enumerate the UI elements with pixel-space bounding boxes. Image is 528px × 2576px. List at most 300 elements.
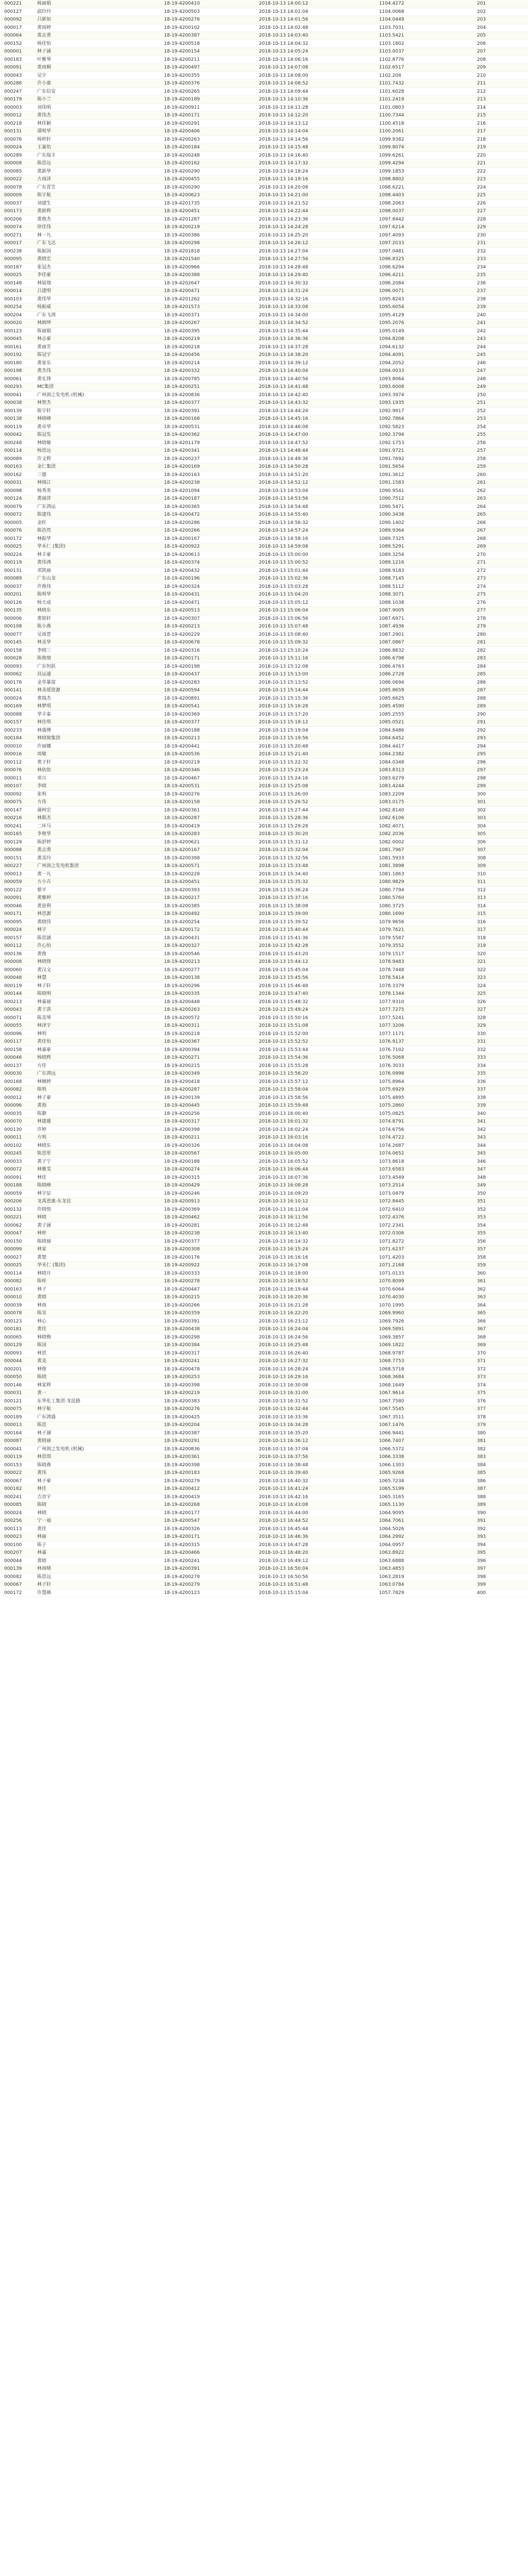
row-score: 1096.2084 — [379, 280, 404, 286]
row-id: 000189 — [4, 1414, 22, 1420]
row-score: 1093.1935 — [379, 400, 404, 405]
row-timestamp: 2018-10-13 16:18:52 — [259, 1279, 308, 1284]
row-score: 1087.0867 — [379, 640, 404, 645]
row-score: 1074.6756 — [379, 1127, 404, 1132]
table-row — [0, 887, 528, 895]
row-timestamp: 2018-10-13 15:13:00 — [259, 672, 308, 677]
row-code: 18-19-4201540 — [164, 257, 200, 262]
table-row — [0, 1581, 528, 1589]
row-code: 18-19-4200531 — [164, 424, 200, 430]
row-timestamp: 2018-10-13 16:36:12 — [259, 1438, 308, 1444]
row-score: 1078.1344 — [379, 991, 404, 996]
row-timestamp: 2018-10-13 16:42:16 — [259, 1494, 308, 1500]
table-row — [0, 200, 528, 208]
row-rank: 216 — [477, 121, 486, 126]
row-code: 18-19-4200277 — [164, 967, 200, 973]
row-name: 许心怡 — [37, 943, 52, 948]
row-code: 18-19-4200785 — [164, 376, 200, 382]
row-code: 18-19-4200432 — [164, 568, 200, 573]
row-name: 林晓峰 — [37, 416, 52, 421]
table-row — [0, 383, 528, 392]
row-code: 18-19-4200547 — [164, 1518, 200, 1523]
row-name: 张明 — [37, 791, 47, 797]
row-name: 黄雨婷 — [37, 25, 52, 30]
row-score: 1094.0033 — [379, 368, 404, 374]
table-row — [0, 1565, 528, 1573]
row-timestamp: 2018-10-13 14:07:08 — [259, 65, 308, 70]
table-row — [0, 360, 528, 368]
table-row — [0, 351, 528, 360]
table-row — [0, 743, 528, 751]
table-row — [0, 1190, 528, 1198]
row-timestamp: 2018-10-13 15:01:44 — [259, 568, 308, 573]
row-timestamp: 2018-10-13 16:45:44 — [259, 1526, 308, 1532]
row-score: 1101.6028 — [379, 89, 404, 94]
row-code: 18-19-4200238 — [164, 480, 200, 485]
row-code: 18-19-4200198 — [164, 664, 200, 669]
row-code: 18-19-4200391 — [164, 408, 200, 414]
row-name: 黄雨桐 — [37, 65, 52, 70]
table-row — [0, 455, 528, 464]
row-timestamp: 2018-10-13 15:09:32 — [259, 640, 308, 645]
table-row — [0, 1118, 528, 1126]
row-id: 000158 — [4, 1047, 22, 1053]
row-rank: 323 — [477, 975, 486, 980]
row-rank: 338 — [477, 1095, 486, 1100]
row-id: 000112 — [4, 759, 22, 765]
row-code: 18-19-4200298 — [164, 1334, 200, 1340]
row-score: 1072.0306 — [379, 1231, 404, 1236]
row-name: 黄晓 — [37, 1295, 47, 1300]
row-name: 林建雄 — [37, 1119, 52, 1124]
table-row — [0, 72, 528, 80]
row-code: 18-19-4200238 — [164, 1231, 200, 1236]
row-rank: 263 — [477, 496, 486, 501]
table-row — [0, 40, 528, 48]
row-id: 000044 — [4, 1359, 22, 1364]
row-name: 林心 — [37, 1318, 47, 1324]
row-timestamp: 2018-10-13 14:28:48 — [259, 264, 308, 270]
row-id: 000055 — [4, 1023, 22, 1028]
row-timestamp: 2018-10-13 15:57:12 — [259, 1079, 308, 1084]
row-score: 1098.6221 — [379, 184, 404, 190]
row-score: 1089.9364 — [379, 528, 404, 533]
row-score: 1094.6132 — [379, 344, 404, 350]
row-score: 1057.7829 — [379, 1590, 404, 1596]
row-score: 1078.3379 — [379, 983, 404, 989]
row-id: 000046 — [4, 1055, 22, 1060]
row-rank: 393 — [477, 1534, 486, 1539]
row-id: 000044 — [4, 1558, 22, 1564]
row-name: 陈晓燕 — [37, 1462, 52, 1468]
row-score: 1092.7864 — [379, 416, 404, 421]
row-timestamp: 2018-10-13 15:44:12 — [259, 959, 308, 964]
row-timestamp: 2018-10-13 16:24:56 — [259, 1334, 308, 1340]
row-id: 000218 — [4, 121, 22, 126]
row-score: 1072.8445 — [379, 1199, 404, 1204]
row-code: 18-19-4200398 — [164, 1462, 200, 1468]
row-id: 000183 — [4, 57, 22, 62]
row-score: 1074.2687 — [379, 1143, 404, 1148]
table-row — [0, 1270, 528, 1278]
row-id: 000124 — [4, 496, 22, 501]
row-score: 1097.4093 — [379, 232, 404, 238]
row-name: 黄晓丽 — [37, 1438, 52, 1444]
row-score: 1069.3857 — [379, 1334, 404, 1340]
row-timestamp: 2018-10-13 16:35:20 — [259, 1430, 308, 1436]
row-timestamp: 2018-10-13 15:36:24 — [259, 887, 308, 893]
row-code: 18-19-4200276 — [164, 791, 200, 797]
row-rank: 391 — [477, 1518, 486, 1523]
table-row — [0, 903, 528, 911]
row-code: 18-19-4200362 — [164, 432, 200, 437]
row-score: 1072.6410 — [379, 1207, 404, 1212]
row-name: 金萃暴富 — [37, 680, 56, 685]
row-score: 1077.1171 — [379, 1031, 404, 1037]
table-row — [0, 695, 528, 703]
row-rank: 222 — [477, 168, 486, 174]
row-id: 000150 — [4, 1239, 22, 1244]
row-name: 许小康 — [37, 81, 52, 86]
row-code: 18-19-4200333 — [164, 1270, 200, 1276]
row-timestamp: 2018-10-13 14:03:40 — [259, 33, 308, 38]
row-name: 方小卉 — [37, 879, 52, 885]
table-row — [0, 759, 528, 767]
row-code: 18-19-4200211 — [164, 57, 200, 62]
row-code: 18-19-4200219 — [164, 759, 200, 765]
row-rank: 357 — [477, 1247, 486, 1252]
table-row — [0, 1294, 528, 1302]
row-name: 陈晓 — [37, 1502, 47, 1507]
row-timestamp: 2018-10-13 15:32:04 — [259, 848, 308, 853]
row-name: 林佳 — [37, 1486, 47, 1492]
row-score: 1094.8208 — [379, 336, 404, 342]
table-row — [0, 447, 528, 455]
row-name: 广东山龙 — [37, 576, 56, 581]
row-score: 1103.5421 — [379, 33, 404, 38]
row-name: 林丰豪 — [37, 552, 52, 557]
table-row — [0, 104, 528, 112]
row-score: 1100.7344 — [379, 113, 404, 118]
row-code: 18-19-4200267 — [164, 320, 200, 326]
row-score: 1079.1517 — [379, 951, 404, 957]
row-id: 000119 — [4, 560, 22, 565]
row-name: 林子轩 — [37, 1582, 52, 1587]
row-timestamp: 2018-10-13 16:32:44 — [259, 1406, 308, 1412]
row-rank: 203 — [477, 17, 486, 22]
row-timestamp: 2018-10-13 15:41:36 — [259, 935, 308, 941]
row-score: 1064.7061 — [379, 1518, 404, 1523]
row-rank: 300 — [477, 791, 486, 797]
row-id: 000089 — [4, 576, 22, 581]
table-row — [0, 367, 528, 376]
table-row — [0, 168, 528, 176]
row-score: 1095.0149 — [379, 328, 404, 334]
row-timestamp: 2018-10-13 14:14:04 — [259, 129, 308, 134]
row-code: 18-19-4200387 — [164, 33, 200, 38]
row-score: 1079.5587 — [379, 935, 404, 941]
row-timestamp: 2018-10-13 16:31:00 — [259, 1391, 308, 1396]
row-rank: 249 — [477, 384, 486, 389]
row-score: 1075.0825 — [379, 1111, 404, 1116]
row-id: 000103 — [4, 296, 22, 302]
table-row — [0, 1494, 528, 1502]
row-id: 000130 — [4, 1127, 22, 1132]
row-code: 18-19-4200836 — [164, 392, 200, 398]
table-row — [0, 935, 528, 943]
row-rank: 351 — [477, 1199, 486, 1204]
row-code: 18-19-4200317 — [164, 1119, 200, 1124]
row-code: 18-19-4200163 — [164, 472, 200, 478]
row-code: 18-19-4200177 — [164, 1510, 200, 1516]
row-rank: 257 — [477, 448, 486, 453]
table-row — [0, 1046, 528, 1055]
row-code: 18-19-4200211 — [164, 1135, 200, 1140]
row-rank: 269 — [477, 544, 486, 549]
row-name: 许慧颜 — [37, 1590, 52, 1596]
table-row — [0, 80, 528, 88]
row-score: 1097.0481 — [379, 248, 404, 254]
row-name: 许婷 — [37, 1127, 47, 1132]
row-id: 000024 — [4, 145, 22, 150]
row-name: 林明 — [37, 1031, 47, 1037]
row-timestamp: 2018-10-13 16:46:36 — [259, 1534, 308, 1539]
row-code: 18-19-4200466 — [164, 1550, 200, 1555]
row-name: 林锦江 — [37, 480, 52, 485]
row-timestamp: 2018-10-13 16:19:44 — [259, 1286, 308, 1292]
row-id: 000039 — [4, 1302, 22, 1308]
row-name: 黄子涵 — [37, 1223, 52, 1228]
row-code: 18-19-4200254 — [164, 919, 200, 925]
row-rank: 252 — [477, 408, 486, 414]
row-code: 18-19-4200567 — [164, 1151, 200, 1156]
row-code: 18-19-4200256 — [164, 1111, 200, 1116]
table-row — [0, 1166, 528, 1174]
row-id: 000045 — [4, 336, 22, 342]
row-id: 000158 — [4, 648, 22, 653]
row-code: 18-19-4200462 — [164, 1215, 200, 1220]
row-name: 黄子轩 — [37, 759, 52, 765]
row-score: 1068.9787 — [379, 1350, 404, 1356]
row-code: 18-19-4200196 — [164, 576, 200, 581]
row-timestamp: 2018-10-13 15:00:00 — [259, 552, 308, 557]
row-timestamp: 2018-10-13 16:40:32 — [259, 1478, 308, 1484]
row-name: 许俊伟 — [37, 584, 52, 589]
table-row — [0, 1286, 528, 1294]
row-rank: 383 — [477, 1454, 486, 1460]
row-code: 18-19-4200324 — [164, 584, 200, 589]
table-row — [0, 846, 528, 855]
row-name: 王嘉怡 — [37, 145, 52, 150]
row-score: 1085.4590 — [379, 704, 404, 709]
row-name: 林美华 — [37, 640, 52, 645]
row-score: 1102.6517 — [379, 65, 404, 70]
row-code: 18-19-4200410 — [164, 1, 200, 6]
row-timestamp: 2018-10-13 14:27:04 — [259, 248, 308, 254]
row-rank: 352 — [477, 1207, 486, 1212]
row-score: 1099.8074 — [379, 145, 404, 150]
row-rank: 215 — [477, 113, 486, 118]
row-name: 广东鸿远 — [37, 1071, 56, 1076]
row-id: 000162 — [4, 472, 22, 478]
row-rank: 335 — [477, 1071, 486, 1076]
row-code: 18-19-4200171 — [164, 1534, 200, 1539]
row-score: 1097.2033 — [379, 241, 404, 246]
table-row — [0, 719, 528, 727]
row-rank: 232 — [477, 248, 486, 254]
row-timestamp: 2018-10-13 15:15:04 — [259, 1590, 308, 1596]
row-name: 黄新华 — [37, 168, 52, 174]
row-timestamp: 2018-10-13 16:50:56 — [259, 1574, 308, 1580]
table-row — [0, 423, 528, 432]
row-score: 1091.7692 — [379, 456, 404, 462]
table-row — [0, 96, 528, 104]
row-id: 000286 — [4, 81, 22, 86]
row-timestamp: 2018-10-13 14:10:36 — [259, 97, 308, 102]
table-row — [0, 974, 528, 982]
row-timestamp: 2018-10-13 15:23:24 — [259, 768, 308, 773]
row-score: 1072.4376 — [379, 1215, 404, 1220]
row-name: 杨梓轩 — [37, 137, 52, 142]
row-code: 18-19-4200283 — [164, 680, 200, 685]
row-name: 林思琪 — [37, 1454, 52, 1460]
row-code: 18-19-4200374 — [164, 560, 200, 565]
row-score: 1083.6279 — [379, 775, 404, 781]
table-row — [0, 998, 528, 1007]
row-timestamp: 2018-10-13 14:23:36 — [259, 216, 308, 222]
row-timestamp: 2018-10-13 14:43:32 — [259, 400, 308, 405]
row-rank: 341 — [477, 1119, 486, 1124]
row-rank: 205 — [477, 33, 486, 38]
row-score: 1070.8099 — [379, 1279, 404, 1284]
table-row — [0, 24, 528, 32]
row-score: 1088.3071 — [379, 592, 404, 597]
row-name: 林慧 — [37, 975, 47, 980]
row-score: 1087.4936 — [379, 624, 404, 629]
row-code: 18-19-4200445 — [164, 1103, 200, 1108]
row-id: 000096 — [4, 1031, 22, 1037]
row-timestamp: 2018-10-13 16:25:48 — [259, 1343, 308, 1348]
row-code: 18-19-4200219 — [164, 336, 200, 342]
row-name: 林子轩 — [37, 983, 52, 989]
row-code: 18-19-4200376 — [164, 81, 200, 86]
table-row — [0, 1238, 528, 1246]
row-id: 000013 — [4, 871, 22, 877]
row-code: 18-19-4200472 — [164, 512, 200, 517]
row-rank: 217 — [477, 129, 486, 134]
row-timestamp: 2018-10-13 15:46:48 — [259, 983, 308, 989]
row-id: 000067 — [4, 1582, 22, 1587]
row-code: 18-19-4200613 — [164, 552, 200, 557]
row-name: 方伟 — [37, 800, 47, 805]
table-row — [0, 623, 528, 631]
row-timestamp: 2018-10-13 15:32:56 — [259, 855, 308, 861]
row-name: 林佳琪 — [37, 720, 52, 725]
row-timestamp: 2018-10-13 14:06:16 — [259, 57, 308, 62]
row-timestamp: 2018-10-13 14:36:36 — [259, 336, 308, 342]
row-score: 1066.1303 — [379, 1462, 404, 1468]
row-score: 1081.7967 — [379, 848, 404, 853]
row-rank: 324 — [477, 983, 486, 989]
row-code: 18-19-4200290 — [164, 184, 200, 190]
row-timestamp: 2018-10-13 15:48:32 — [259, 999, 308, 1005]
row-rank: 368 — [477, 1334, 486, 1340]
row-id: 000179 — [4, 97, 22, 102]
row-id: 000151 — [4, 855, 22, 861]
row-id: 000129 — [4, 1343, 22, 1348]
row-timestamp: 2018-10-13 14:21:00 — [259, 193, 308, 198]
row-id: 000075 — [4, 800, 22, 805]
row-code: 18-19-4200335 — [164, 991, 200, 996]
row-rank: 359 — [477, 1263, 486, 1268]
row-timestamp: 2018-10-13 16:27:32 — [259, 1359, 308, 1364]
table-row — [0, 463, 528, 471]
table-row — [0, 926, 528, 935]
row-score: 1081.5933 — [379, 855, 404, 861]
table-row — [0, 511, 528, 519]
row-name: 杨佳怡 — [37, 41, 52, 46]
row-name: 黄美玲 — [37, 855, 52, 861]
row-rank: 311 — [477, 879, 486, 885]
row-id: 000017 — [4, 25, 22, 30]
row-score: 1080.7794 — [379, 887, 404, 893]
row-code: 18-19-4200291 — [164, 1438, 200, 1444]
row-timestamp: 2018-10-13 16:23:12 — [259, 1318, 308, 1324]
table-row — [0, 184, 528, 192]
row-score: 1098.8802 — [379, 177, 404, 182]
row-id: 000096 — [4, 1103, 22, 1108]
row-id: 000071 — [4, 1015, 22, 1021]
row-timestamp: 2018-10-13 16:44:52 — [259, 1518, 308, 1523]
row-code: 18-19-4200162 — [164, 161, 200, 166]
row-rank: 233 — [477, 257, 486, 262]
row-id: 000114 — [4, 1270, 22, 1276]
table-row — [0, 1038, 528, 1046]
row-code: 18-19-4200349 — [164, 1071, 200, 1076]
table-row — [0, 783, 528, 791]
row-code: 18-19-4200248 — [164, 152, 200, 158]
row-name: 黄一 — [37, 1391, 47, 1396]
row-code: 18-19-4200217 — [164, 895, 200, 901]
row-name: 陈晓 — [37, 1375, 47, 1380]
row-name: 广东恒跃 — [37, 664, 56, 669]
row-score: 1098.2063 — [379, 200, 404, 206]
table-row — [0, 1398, 528, 1406]
row-code: 18-19-4200383 — [164, 1398, 200, 1404]
row-id: 000088 — [4, 711, 22, 717]
row-score: 1078.9483 — [379, 959, 404, 964]
row-timestamp: 2018-10-13 14:31:24 — [259, 289, 308, 294]
row-score: 1099.9382 — [379, 137, 404, 142]
row-name: 陈建伟 — [37, 512, 52, 517]
row-id: 000017 — [4, 241, 22, 246]
row-rank: 325 — [477, 991, 486, 996]
table-row — [0, 287, 528, 296]
row-id: 000192 — [4, 352, 22, 358]
row-name: 广州润之发电机集团 — [37, 863, 79, 869]
row-name: 林佳 — [37, 1175, 47, 1180]
row-rank: 319 — [477, 943, 486, 948]
row-timestamp: 2018-10-13 16:13:40 — [259, 1231, 308, 1236]
table-row — [0, 272, 528, 280]
row-rank: 274 — [477, 584, 486, 589]
row-name: 黄一凡 — [37, 871, 52, 877]
row-score: 1088.7145 — [379, 576, 404, 581]
row-code: 18-19-4200438 — [164, 1327, 200, 1332]
table-row — [0, 344, 528, 352]
row-score: 1078.5414 — [379, 975, 404, 980]
row-name: 黄瑞杰 — [37, 696, 52, 701]
